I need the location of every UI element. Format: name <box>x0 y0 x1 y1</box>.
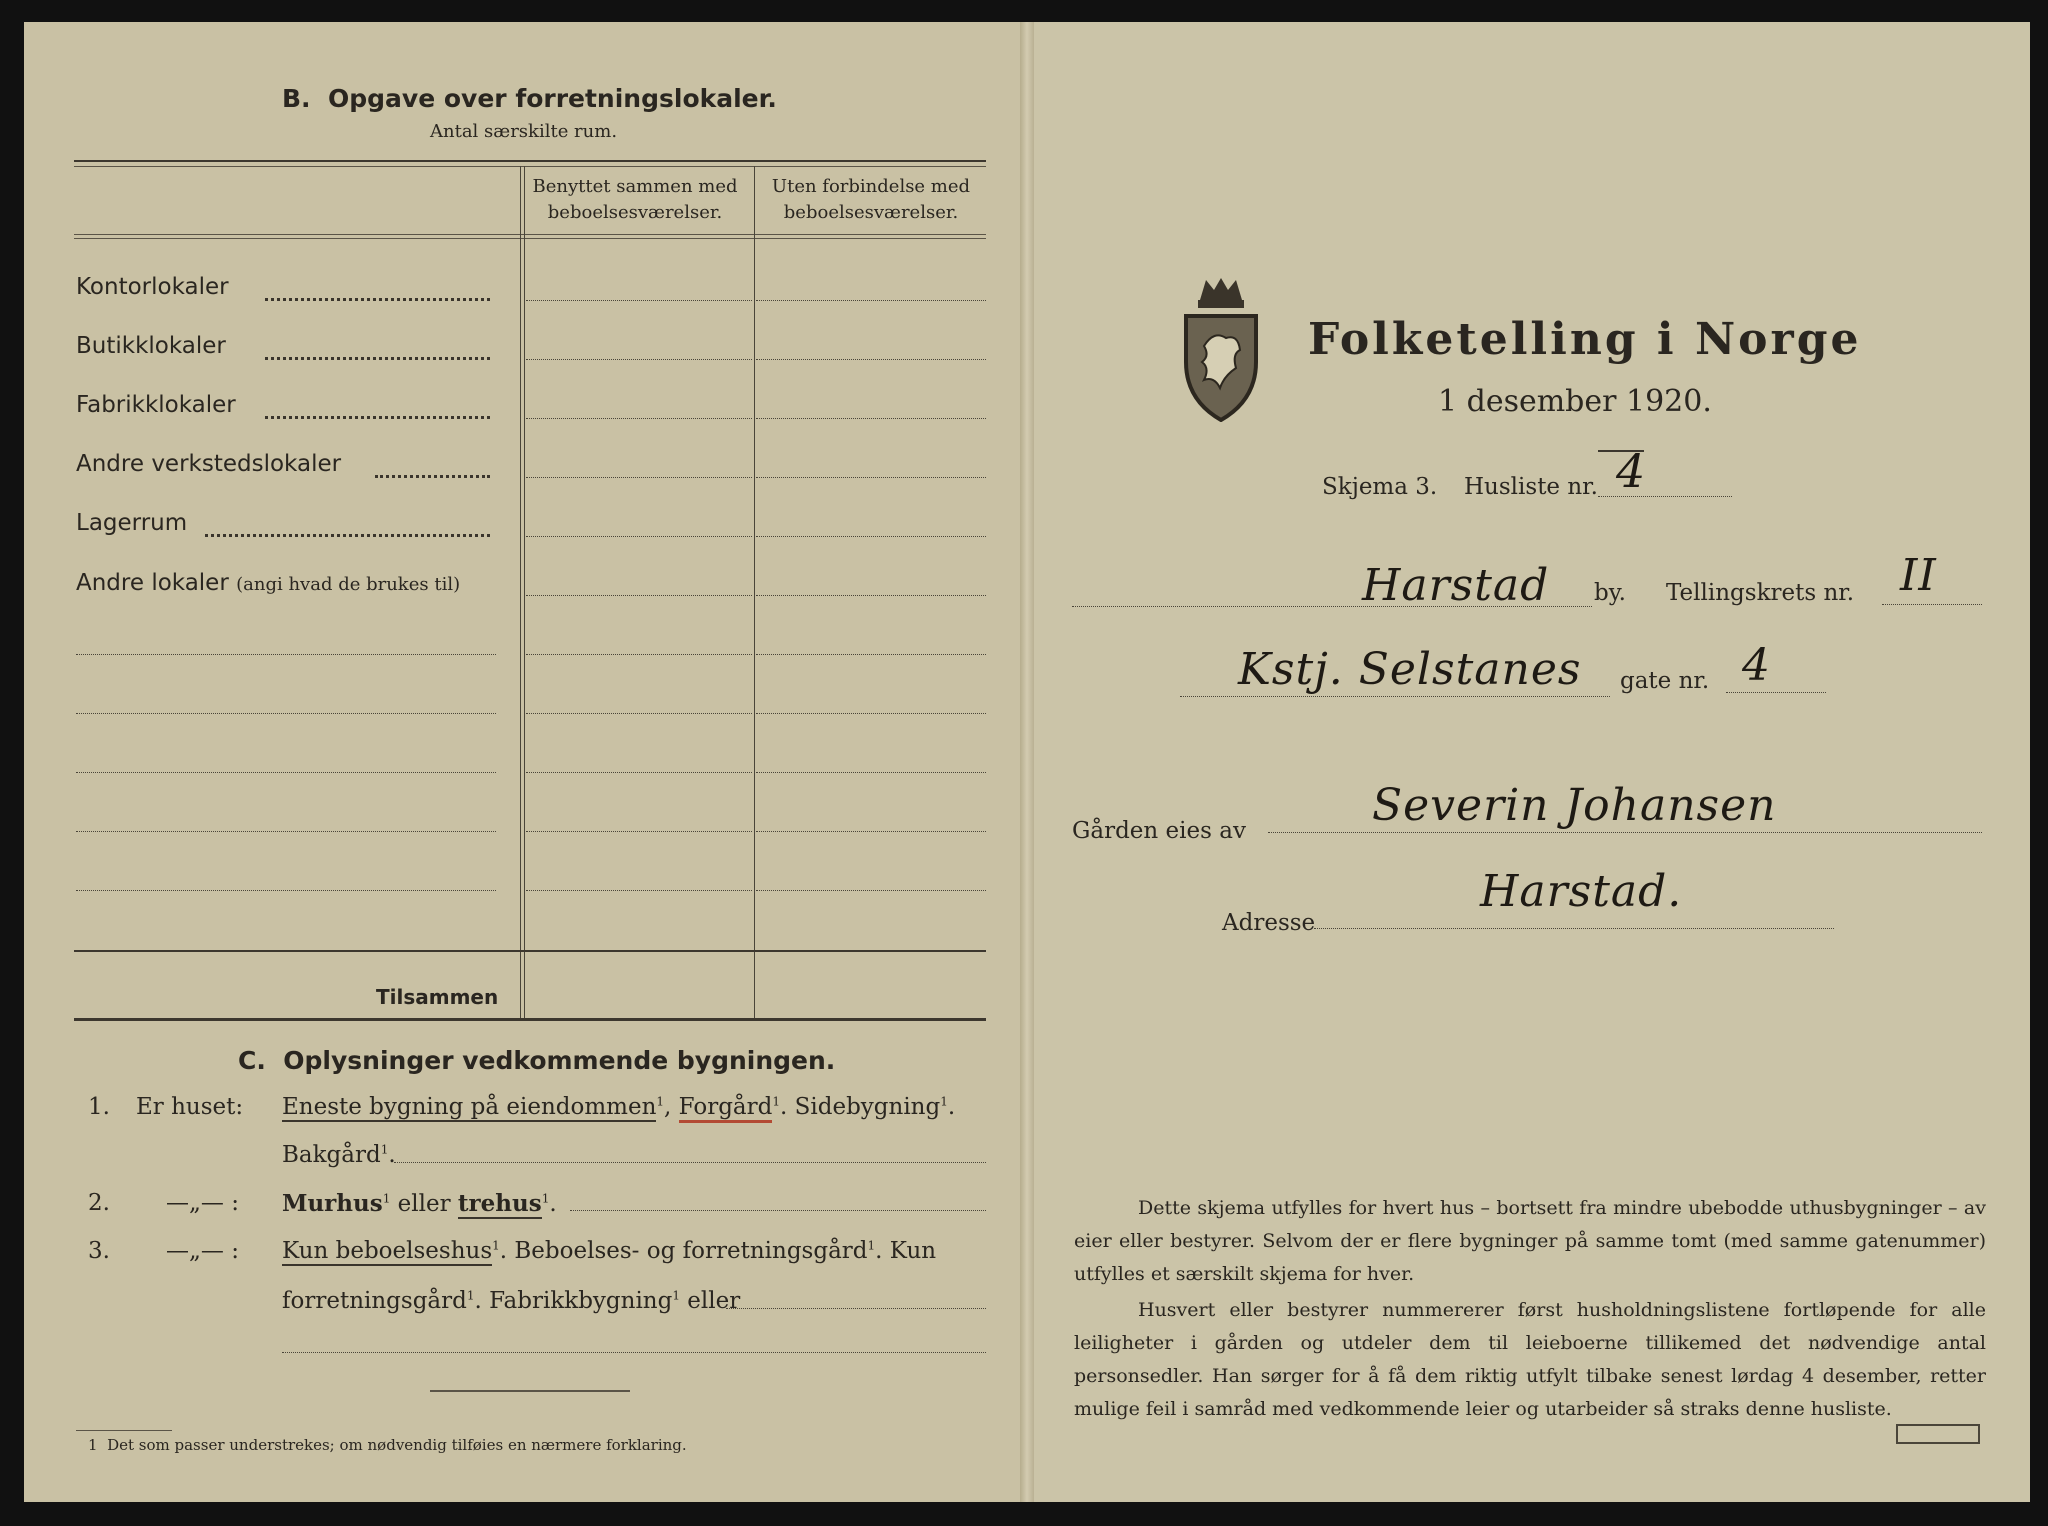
row-fabrikklokaler: Fabrikklokaler <box>76 392 236 418</box>
page-fold <box>1020 22 1034 1502</box>
q3-number: 3. <box>88 1238 110 1264</box>
section-c-title: C. Oplysninger vedkommende bygningen. <box>238 1046 836 1075</box>
instructions-para-1: Dette skjema utfylles for hvert hus – bortsett fra mindre ubebodde uthusbygninger – av eier eller bestyrer. Selvom der er flere bygninger på samme tomt (med samme gatenummer) utfylles et særskilt skjema for hver. <box>1074 1197 1986 1285</box>
cover-title: Folketelling i Norge <box>1308 314 1862 365</box>
husliste-label: Husliste nr. <box>1464 474 1598 500</box>
section-b-subtitle: Antal særskilte rum. <box>430 121 618 142</box>
q1-opt-bakgard: Bakgård$^1$. <box>282 1142 396 1168</box>
q1-opt-forgard: Forgård <box>679 1094 773 1123</box>
gate-label: gate nr. <box>1620 668 1710 694</box>
address-value: Harstad. <box>1480 866 1683 917</box>
row-andre-lokaler: Andre lokaler (angi hvad de brukes til) <box>76 570 461 596</box>
column-header-1: Benyttet sammen med beboelsesværelser. <box>532 176 738 223</box>
husliste-value: 4 <box>1616 444 1647 498</box>
coat-of-arms-icon <box>1180 276 1262 422</box>
owner-label: Gården eies av <box>1072 818 1246 844</box>
q1-options: Eneste bygning på eiendommen$^1$, Forgård$^1$. Sidebygning$^1$. <box>282 1094 955 1120</box>
by-label: by. <box>1594 580 1626 606</box>
row-lagerrum: Lagerrum <box>76 510 188 536</box>
owner-value: Severin Johansen <box>1372 780 1777 831</box>
section-b-title: B. Opgave over forretningslokaler. <box>282 84 777 113</box>
q3-opt-kun-beboelseshus: Kun beboelseshus <box>282 1238 493 1264</box>
q1-label: Er huset: <box>136 1094 244 1120</box>
table-top-rule <box>74 160 986 162</box>
gate-value: Kstj. Selstanes <box>1238 644 1582 695</box>
address-label: Adresse <box>1222 910 1316 936</box>
q1-opt-eneste: Eneste bygning på eiendommen <box>282 1094 657 1120</box>
gate-nr-value: 4 <box>1742 640 1771 691</box>
q1-opt-sidebygning: Sidebygning <box>794 1094 941 1120</box>
q3-options: Kun beboelseshus$^1$. Beboelses- og forretningsgård$^1$. Kun <box>282 1238 937 1264</box>
q2-label: —„— : <box>166 1190 239 1216</box>
by-value: Harstad <box>1362 560 1550 611</box>
row-kontorlokaler: Kontorlokaler <box>76 274 229 300</box>
q1-number: 1. <box>88 1094 110 1120</box>
q3-label: —„— : <box>166 1238 239 1264</box>
q2-number: 2. <box>88 1190 110 1216</box>
q2-opt-trehus: trehus <box>457 1190 542 1217</box>
row-verkstedslokaler: Andre verkstedslokaler <box>76 451 342 477</box>
instructions-para-2: Husvert eller bestyrer nummererer først husholdningslistene fortløpende for alle leiligheter i gården og utdeler dem til leieboerne tillikemed det nødvendige antal personsedler. Han sørger for å få dem riktig utfylt tilbake senest lørdag 4 desember, retter mulige feil i samråd med vedkommende leier og utarbeider så straks denne husliste. <box>1074 1299 1986 1420</box>
q3-options-line2: forretningsgård$^1$. Fabrikkbygning$^1$ eller <box>282 1288 741 1314</box>
tellingskrets-label: Tellingskrets nr. <box>1666 580 1855 606</box>
tellingskrets-value: II <box>1900 550 1937 601</box>
cover-date: 1 desember 1920. <box>1438 384 1712 419</box>
schema-label: Skjema 3. <box>1322 474 1438 500</box>
row-butikklokaler: Butikklokaler <box>76 333 226 359</box>
footnote: 1 Det som passer understrekes; om nødvendig tilføies en nærmere forklaring. <box>88 1436 687 1454</box>
column-header-2: Uten forbindelse med beboelsesværelser. <box>771 176 971 223</box>
total-label: Tilsammen <box>376 985 499 1009</box>
printer-stamp <box>1896 1424 1980 1444</box>
q2-options: Murhus$^1$ eller trehus$^1$. <box>282 1190 557 1217</box>
